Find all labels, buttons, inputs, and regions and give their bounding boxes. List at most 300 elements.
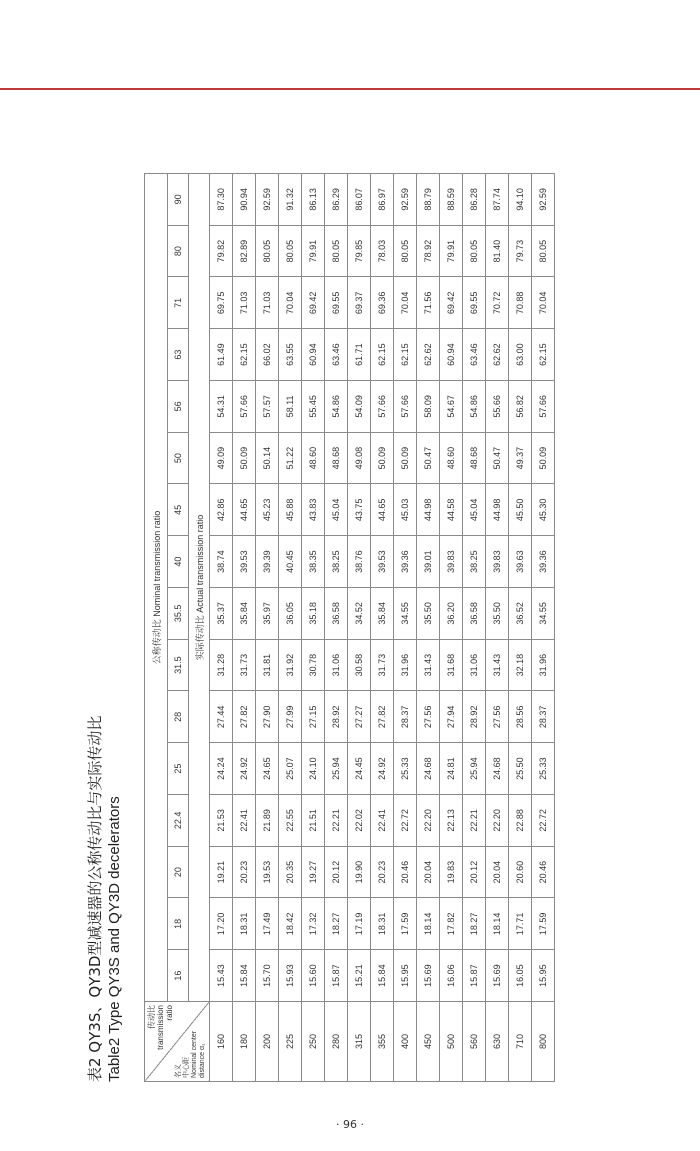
ratio-value-cell: 80.05 xyxy=(463,225,486,277)
ratio-value-cell: 24.45 xyxy=(348,743,371,795)
table-row xyxy=(348,173,371,1081)
ratio-column-header: 71 xyxy=(168,277,189,329)
ratio-value-cell: 71.56 xyxy=(417,277,440,329)
ratio-value-cell: 63.46 xyxy=(463,329,486,381)
ratio-value-cell: 57.66 xyxy=(532,381,555,433)
ratio-value-cell: 25.50 xyxy=(509,743,532,795)
ratio-value-cell: 17.32 xyxy=(302,898,325,950)
ratio-column-header: 63 xyxy=(168,329,189,381)
ratio-value-cell: 35.18 xyxy=(302,588,325,640)
ratio-value-cell: 45.30 xyxy=(532,484,555,536)
ratio-value-cell: 35.84 xyxy=(233,588,256,640)
ratio-value-cell: 17.49 xyxy=(256,898,279,950)
table-row xyxy=(325,173,348,1081)
corner-ratio-label xyxy=(147,1005,174,1050)
ratio-value-cell: 61.49 xyxy=(210,329,233,381)
ratio-value-cell: 36.58 xyxy=(463,588,486,640)
ratio-value-cell: 87.74 xyxy=(486,173,509,225)
center-distance-cell: 800 xyxy=(532,1002,555,1082)
ratio-value-cell: 24.92 xyxy=(233,743,256,795)
ratio-value-cell: 22.02 xyxy=(348,795,371,847)
ratio-value-cell: 71.03 xyxy=(256,277,279,329)
ratio-column-header: 31.5 xyxy=(168,639,189,691)
ratio-value-cell: 43.83 xyxy=(302,484,325,536)
ratio-value-cell: 22.20 xyxy=(417,795,440,847)
ratio-value-cell: 18.14 xyxy=(417,898,440,950)
center-distance-cell: 315 xyxy=(348,1002,371,1082)
ratio-value-cell: 62.15 xyxy=(371,329,394,381)
ratio-value-cell: 80.05 xyxy=(325,225,348,277)
ratio-value-cell: 38.74 xyxy=(210,536,233,588)
ratio-value-cell: 20.04 xyxy=(486,846,509,898)
table-row xyxy=(394,173,417,1081)
ratio-value-cell: 17.19 xyxy=(348,898,371,950)
center-distance-cell: 225 xyxy=(279,1002,302,1082)
ratio-value-cell: 70.88 xyxy=(509,277,532,329)
ratio-column-header: 25 xyxy=(168,743,189,795)
ratio-value-cell: 56.82 xyxy=(509,381,532,433)
ratio-value-cell: 21.51 xyxy=(302,795,325,847)
ratio-value-cell: 20.12 xyxy=(325,846,348,898)
ratio-value-cell: 45.04 xyxy=(463,484,486,536)
ratio-value-cell: 35.84 xyxy=(371,588,394,640)
ratio-value-cell: 39.39 xyxy=(256,536,279,588)
ratio-value-cell: 27.82 xyxy=(371,691,394,743)
ratio-value-cell: 20.60 xyxy=(509,846,532,898)
ratio-value-cell: 58.11 xyxy=(279,381,302,433)
center-distance-cell: 160 xyxy=(210,1002,233,1082)
corner-distance-line: distance α₁ xyxy=(199,1043,206,1078)
ratio-value-cell: 38.25 xyxy=(463,536,486,588)
ratio-value-cell: 34.52 xyxy=(348,588,371,640)
ratio-value-cell: 31.92 xyxy=(279,639,302,691)
ratio-value-cell: 49.09 xyxy=(210,432,233,484)
ratio-column-header: 90 xyxy=(168,173,189,225)
ratio-value-cell: 31.43 xyxy=(486,639,509,691)
ratio-value-cell: 15.84 xyxy=(371,950,394,1002)
ratio-value-cell: 36.20 xyxy=(440,588,463,640)
ratio-value-cell: 80.05 xyxy=(256,225,279,277)
ratio-value-cell: 79.91 xyxy=(302,225,325,277)
table-row xyxy=(256,173,279,1081)
ratio-value-cell: 15.84 xyxy=(233,950,256,1002)
ratio-value-cell: 79.82 xyxy=(210,225,233,277)
ratio-value-cell: 86.29 xyxy=(325,173,348,225)
ratio-value-cell: 55.66 xyxy=(486,381,509,433)
ratio-value-cell: 57.66 xyxy=(233,381,256,433)
corner-distance-label xyxy=(175,1031,207,1078)
ratio-value-cell: 39.01 xyxy=(417,536,440,588)
ratio-value-cell: 66.02 xyxy=(256,329,279,381)
ratio-value-cell: 31.06 xyxy=(325,639,348,691)
corner-distance-line: 名义 xyxy=(175,1064,182,1078)
ratio-value-cell: 69.75 xyxy=(210,277,233,329)
ratio-value-cell: 70.72 xyxy=(486,277,509,329)
ratio-value-cell: 31.43 xyxy=(417,639,440,691)
corner-distance-line: 中心距 xyxy=(183,1057,190,1078)
ratio-value-cell: 15.93 xyxy=(279,950,302,1002)
ratio-value-cell: 54.86 xyxy=(463,381,486,433)
ratio-column-header: 80 xyxy=(168,225,189,277)
ratio-value-cell: 39.83 xyxy=(486,536,509,588)
ratio-value-cell: 31.96 xyxy=(532,639,555,691)
ratio-value-cell: 42.86 xyxy=(210,484,233,536)
ratio-value-cell: 38.35 xyxy=(302,536,325,588)
ratio-value-cell: 34.55 xyxy=(532,588,555,640)
caption-english: Table2 Type QY3S and QY3D decelerators xyxy=(106,796,123,1082)
ratio-value-cell: 44.98 xyxy=(417,484,440,536)
ratio-value-cell: 27.90 xyxy=(256,691,279,743)
table-row xyxy=(279,173,302,1081)
ratio-value-cell: 69.37 xyxy=(348,277,371,329)
ratio-value-cell: 27.99 xyxy=(279,691,302,743)
ratio-column-header: 45 xyxy=(168,484,189,536)
ratio-value-cell: 17.82 xyxy=(440,898,463,950)
ratio-value-cell: 70.04 xyxy=(394,277,417,329)
ratio-value-cell: 39.63 xyxy=(509,536,532,588)
ratio-value-cell: 70.04 xyxy=(532,277,555,329)
ratio-value-cell: 45.88 xyxy=(279,484,302,536)
ratio-value-cell: 90.94 xyxy=(233,173,256,225)
center-distance-cell: 250 xyxy=(302,1002,325,1082)
ratio-value-cell: 78.03 xyxy=(371,225,394,277)
ratio-value-cell: 18.42 xyxy=(279,898,302,950)
ratio-value-cell: 19.83 xyxy=(440,846,463,898)
ratio-value-cell: 39.53 xyxy=(233,536,256,588)
ratio-column-header: 16 xyxy=(168,950,189,1002)
ratio-value-cell: 21.89 xyxy=(256,795,279,847)
ratio-value-cell: 21.53 xyxy=(210,795,233,847)
ratio-value-cell: 63.55 xyxy=(279,329,302,381)
ratio-value-cell: 20.35 xyxy=(279,846,302,898)
table-row xyxy=(486,173,509,1081)
ratio-value-cell: 17.20 xyxy=(210,898,233,950)
center-distance-cell: 500 xyxy=(440,1002,463,1082)
ratio-value-cell: 22.21 xyxy=(325,795,348,847)
ratio-value-cell: 17.71 xyxy=(509,898,532,950)
table-row xyxy=(440,173,463,1081)
center-distance-cell: 355 xyxy=(371,1002,394,1082)
ratio-value-cell: 40.45 xyxy=(279,536,302,588)
ratio-value-cell: 92.59 xyxy=(256,173,279,225)
ratio-value-cell: 80.05 xyxy=(532,225,555,277)
ratio-value-cell: 22.72 xyxy=(532,795,555,847)
table-row xyxy=(463,173,486,1081)
ratio-value-cell: 22.55 xyxy=(279,795,302,847)
ratio-value-cell: 79.91 xyxy=(440,225,463,277)
ratio-value-cell: 43.75 xyxy=(348,484,371,536)
ratio-value-cell: 18.27 xyxy=(463,898,486,950)
ratio-value-cell: 50.47 xyxy=(417,432,440,484)
table-row xyxy=(509,173,532,1081)
ratio-value-cell: 38.25 xyxy=(325,536,348,588)
corner-ratio-line: ratio xyxy=(165,1005,174,1021)
ratio-value-cell: 35.50 xyxy=(486,588,509,640)
ratio-value-cell: 22.41 xyxy=(371,795,394,847)
ratio-value-cell: 25.33 xyxy=(532,743,555,795)
ratio-column-header: 40 xyxy=(168,536,189,588)
ratio-value-cell: 22.21 xyxy=(463,795,486,847)
ratio-value-cell: 50.14 xyxy=(256,432,279,484)
ratio-value-cell: 48.60 xyxy=(302,432,325,484)
ratio-value-cell: 44.98 xyxy=(486,484,509,536)
ratio-value-cell: 15.70 xyxy=(256,950,279,1002)
ratio-value-cell: 28.37 xyxy=(394,691,417,743)
ratio-value-cell: 51.22 xyxy=(279,432,302,484)
ratio-value-cell: 80.05 xyxy=(394,225,417,277)
top-red-rule xyxy=(0,88,700,90)
ratio-value-cell: 20.23 xyxy=(233,846,256,898)
ratio-value-cell: 62.15 xyxy=(394,329,417,381)
ratio-value-cell: 78.92 xyxy=(417,225,440,277)
ratio-value-cell: 45.04 xyxy=(325,484,348,536)
ratio-value-cell: 38.76 xyxy=(348,536,371,588)
ratio-value-cell: 20.23 xyxy=(371,846,394,898)
ratio-value-cell: 15.69 xyxy=(417,950,440,1002)
ratio-value-cell: 61.71 xyxy=(348,329,371,381)
ratio-value-cell: 24.81 xyxy=(440,743,463,795)
ratio-value-cell: 31.96 xyxy=(394,639,417,691)
ratio-value-cell: 19.27 xyxy=(302,846,325,898)
ratio-value-cell: 50.09 xyxy=(233,432,256,484)
ratio-value-cell: 69.42 xyxy=(302,277,325,329)
ratio-value-cell: 31.73 xyxy=(371,639,394,691)
ratio-value-cell: 45.03 xyxy=(394,484,417,536)
ratio-value-cell: 19.21 xyxy=(210,846,233,898)
ratio-value-cell: 39.36 xyxy=(394,536,417,588)
ratio-value-cell: 22.41 xyxy=(233,795,256,847)
ratio-value-cell: 25.94 xyxy=(325,743,348,795)
ratio-value-cell: 54.67 xyxy=(440,381,463,433)
ratio-value-cell: 22.20 xyxy=(486,795,509,847)
ratio-value-cell: 28.56 xyxy=(509,691,532,743)
ratio-value-cell: 50.09 xyxy=(394,432,417,484)
ratio-value-cell: 69.42 xyxy=(440,277,463,329)
ratio-column-header: 35.5 xyxy=(168,588,189,640)
ratio-value-cell: 19.53 xyxy=(256,846,279,898)
ratio-value-cell: 32.18 xyxy=(509,639,532,691)
ratio-value-cell: 36.52 xyxy=(509,588,532,640)
ratio-value-cell: 44.65 xyxy=(233,484,256,536)
ratio-value-cell: 91.32 xyxy=(279,173,302,225)
ratio-value-cell: 69.36 xyxy=(371,277,394,329)
ratio-value-cell: 20.04 xyxy=(417,846,440,898)
ratio-value-cell: 24.65 xyxy=(256,743,279,795)
ratio-value-cell: 15.95 xyxy=(532,950,555,1002)
ratio-value-cell: 24.92 xyxy=(371,743,394,795)
table-caption xyxy=(80,168,132,1088)
ratio-value-cell: 79.85 xyxy=(348,225,371,277)
ratio-value-cell: 20.46 xyxy=(532,846,555,898)
ratio-value-cell: 94.10 xyxy=(509,173,532,225)
ratio-value-cell: 39.83 xyxy=(440,536,463,588)
nominal-ratio-header: 公称传动比 Nominal transmission ratio xyxy=(145,173,168,1001)
ratio-value-cell: 16.05 xyxy=(509,950,532,1002)
ratio-value-cell: 92.59 xyxy=(532,173,555,225)
ratio-value-cell: 34.55 xyxy=(394,588,417,640)
ratio-value-cell: 62.62 xyxy=(417,329,440,381)
ratio-value-cell: 57.66 xyxy=(371,381,394,433)
ratio-value-cell: 15.60 xyxy=(302,950,325,1002)
ratio-value-cell: 22.13 xyxy=(440,795,463,847)
ratio-value-cell: 63.46 xyxy=(325,329,348,381)
ratio-value-cell: 24.10 xyxy=(302,743,325,795)
ratio-value-cell: 36.05 xyxy=(279,588,302,640)
rotated-table-block xyxy=(80,168,650,1088)
caption-chinese: 表2 QY3S、QY3D型减速器的公称传动比与实际传动比 xyxy=(86,715,104,1082)
ratio-value-cell: 18.27 xyxy=(325,898,348,950)
table-row xyxy=(532,173,555,1081)
ratio-value-cell: 58.09 xyxy=(417,381,440,433)
ratio-column-header: 28 xyxy=(168,691,189,743)
ratio-value-cell: 27.27 xyxy=(348,691,371,743)
ratio-value-cell: 50.47 xyxy=(486,432,509,484)
ratio-value-cell: 18.14 xyxy=(486,898,509,950)
ratio-value-cell: 25.33 xyxy=(394,743,417,795)
ratio-value-cell: 49.08 xyxy=(348,432,371,484)
ratio-value-cell: 27.44 xyxy=(210,691,233,743)
ratio-value-cell: 86.13 xyxy=(302,173,325,225)
ratio-value-cell: 88.79 xyxy=(417,173,440,225)
ratio-value-cell: 87.30 xyxy=(210,173,233,225)
ratio-value-cell: 63.00 xyxy=(509,329,532,381)
ratio-value-cell: 60.94 xyxy=(440,329,463,381)
ratio-value-cell: 36.58 xyxy=(325,588,348,640)
center-distance-cell: 200 xyxy=(256,1002,279,1082)
ratio-value-cell: 17.59 xyxy=(394,898,417,950)
ratio-value-cell: 88.59 xyxy=(440,173,463,225)
ratio-value-cell: 81.40 xyxy=(486,225,509,277)
ratio-column-header: 22.4 xyxy=(168,795,189,847)
ratio-value-cell: 31.28 xyxy=(210,639,233,691)
ratio-value-cell: 50.09 xyxy=(532,432,555,484)
ratio-value-cell: 31.06 xyxy=(463,639,486,691)
ratio-value-cell: 44.65 xyxy=(371,484,394,536)
ratio-value-cell: 18.31 xyxy=(371,898,394,950)
ratio-value-cell: 24.24 xyxy=(210,743,233,795)
header-corner-cell xyxy=(145,1002,210,1082)
ratio-value-cell: 35.97 xyxy=(256,588,279,640)
ratio-value-cell: 49.37 xyxy=(509,432,532,484)
ratio-value-cell: 39.36 xyxy=(532,536,555,588)
ratio-value-cell: 70.04 xyxy=(279,277,302,329)
ratio-value-cell: 28.92 xyxy=(325,691,348,743)
ratio-value-cell: 19.90 xyxy=(348,846,371,898)
ratio-value-cell: 82.89 xyxy=(233,225,256,277)
ratio-value-cell: 48.68 xyxy=(325,432,348,484)
table-row xyxy=(371,173,394,1081)
ratio-value-cell: 27.56 xyxy=(486,691,509,743)
ratio-value-cell: 50.09 xyxy=(371,432,394,484)
ratio-value-cell: 86.28 xyxy=(463,173,486,225)
corner-ratio-line: transmission xyxy=(156,1005,165,1050)
ratio-value-cell: 54.31 xyxy=(210,381,233,433)
ratio-value-cell: 18.31 xyxy=(233,898,256,950)
ratio-value-cell: 17.59 xyxy=(532,898,555,950)
ratio-value-cell: 44.58 xyxy=(440,484,463,536)
ratio-value-cell: 27.15 xyxy=(302,691,325,743)
ratio-value-cell: 20.46 xyxy=(394,846,417,898)
ratio-value-cell: 24.68 xyxy=(417,743,440,795)
ratio-value-cell: 15.69 xyxy=(486,950,509,1002)
ratio-value-cell: 31.73 xyxy=(233,639,256,691)
ratio-value-cell: 69.55 xyxy=(325,277,348,329)
ratio-column-header: 50 xyxy=(168,432,189,484)
ratio-value-cell: 45.50 xyxy=(509,484,532,536)
ratio-value-cell: 60.94 xyxy=(302,329,325,381)
ratio-value-cell: 86.07 xyxy=(348,173,371,225)
ratio-value-cell: 92.59 xyxy=(394,173,417,225)
ratio-column-header: 20 xyxy=(168,846,189,898)
ratio-value-cell: 25.94 xyxy=(463,743,486,795)
table-row xyxy=(210,173,233,1081)
ratio-value-cell: 27.82 xyxy=(233,691,256,743)
ratio-value-cell: 31.81 xyxy=(256,639,279,691)
ratio-value-cell: 62.15 xyxy=(532,329,555,381)
center-distance-cell: 180 xyxy=(233,1002,256,1082)
ratio-value-cell: 28.92 xyxy=(463,691,486,743)
ratio-value-cell: 24.68 xyxy=(486,743,509,795)
corner-distance-line: Nominal center xyxy=(191,1030,198,1078)
actual-ratio-header: 实际传动比 Actual transmission ratio xyxy=(189,173,210,1001)
ratio-value-cell: 39.53 xyxy=(371,536,394,588)
center-distance-cell: 280 xyxy=(325,1002,348,1082)
ratio-value-cell: 22.88 xyxy=(509,795,532,847)
table-row xyxy=(302,173,325,1081)
ratio-value-cell: 71.03 xyxy=(233,277,256,329)
ratio-value-cell: 62.15 xyxy=(233,329,256,381)
center-distance-cell: 630 xyxy=(486,1002,509,1082)
ratio-value-cell: 69.55 xyxy=(463,277,486,329)
ratio-value-cell: 55.45 xyxy=(302,381,325,433)
ratio-value-cell: 62.62 xyxy=(486,329,509,381)
ratio-column-header: 56 xyxy=(168,381,189,433)
ratio-value-cell: 22.72 xyxy=(394,795,417,847)
ratio-value-cell: 35.37 xyxy=(210,588,233,640)
ratio-value-cell: 25.07 xyxy=(279,743,302,795)
ratio-value-cell: 30.58 xyxy=(348,639,371,691)
ratio-value-cell: 79.73 xyxy=(509,225,532,277)
ratio-value-cell: 27.56 xyxy=(417,691,440,743)
ratio-value-cell: 57.66 xyxy=(394,381,417,433)
ratio-column-header: 18 xyxy=(168,898,189,950)
ratio-value-cell: 20.12 xyxy=(463,846,486,898)
table-row xyxy=(417,173,440,1081)
table-row xyxy=(233,173,256,1081)
center-distance-cell: 450 xyxy=(417,1002,440,1082)
ratio-value-cell: 28.37 xyxy=(532,691,555,743)
corner-ratio-line: 传动比 xyxy=(147,1005,156,1029)
ratio-value-cell: 16.06 xyxy=(440,950,463,1002)
transmission-ratio-table xyxy=(144,173,555,1082)
ratio-value-cell: 15.87 xyxy=(463,950,486,1002)
ratio-value-cell: 48.68 xyxy=(463,432,486,484)
page-number: · 96 · xyxy=(336,1118,364,1131)
center-distance-cell: 710 xyxy=(509,1002,532,1082)
ratio-value-cell: 31.68 xyxy=(440,639,463,691)
ratio-value-cell: 15.43 xyxy=(210,950,233,1002)
ratio-value-cell: 57.57 xyxy=(256,381,279,433)
ratio-value-cell: 15.87 xyxy=(325,950,348,1002)
ratio-value-cell: 15.95 xyxy=(394,950,417,1002)
ratio-value-cell: 54.09 xyxy=(348,381,371,433)
ratio-value-cell: 27.94 xyxy=(440,691,463,743)
ratio-value-cell: 35.50 xyxy=(417,588,440,640)
ratio-value-cell: 30.78 xyxy=(302,639,325,691)
center-distance-cell: 560 xyxy=(463,1002,486,1082)
ratio-value-cell: 86.97 xyxy=(371,173,394,225)
ratio-value-cell: 54.86 xyxy=(325,381,348,433)
